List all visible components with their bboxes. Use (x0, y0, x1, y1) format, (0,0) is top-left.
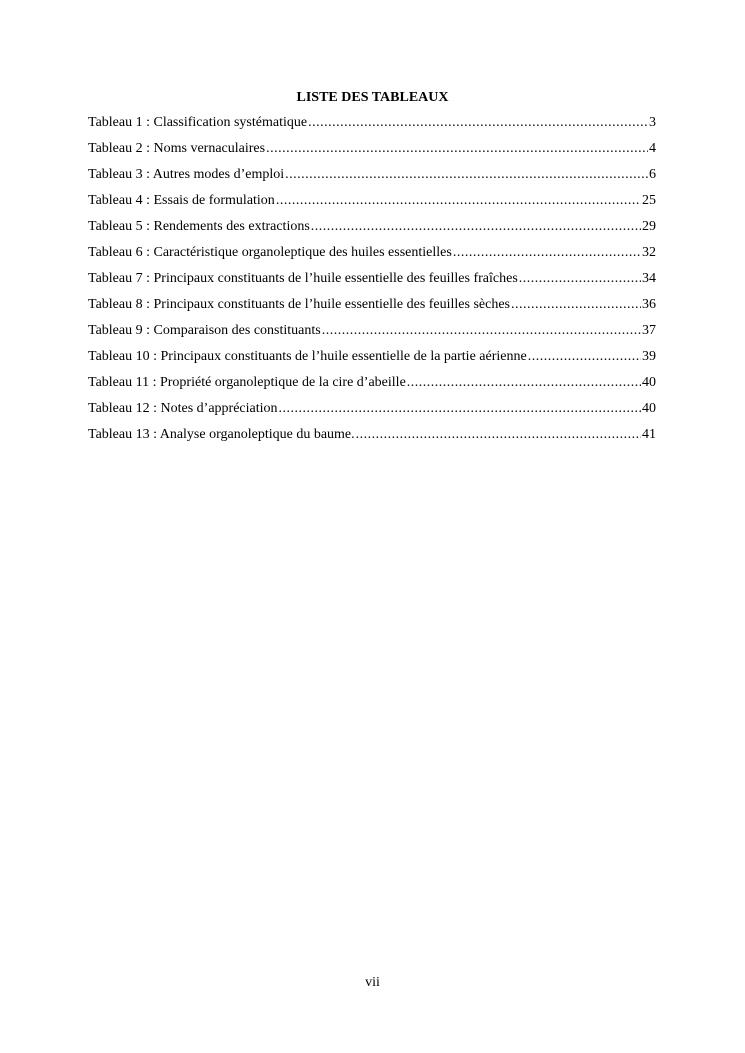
table-list-entry (88, 140, 656, 166)
dot-leader (311, 218, 641, 236)
dot-leader (519, 270, 641, 288)
dot-leader (322, 322, 641, 340)
entry-label: Tableau 12 : Notes d’appréciation (88, 401, 278, 416)
table-list-entry (88, 192, 656, 218)
entry-page-number: 6 (649, 167, 656, 182)
entry-page-number: 34 (642, 271, 656, 286)
table-list-entry (88, 296, 656, 322)
dot-leader (407, 374, 641, 392)
table-list-entry (88, 166, 656, 192)
table-list-entry (88, 270, 656, 296)
entry-label: Tableau 1 : Classification systématique (88, 115, 308, 130)
dot-leader (453, 244, 641, 262)
dot-leader (276, 192, 641, 210)
page-number-footer: vii (365, 975, 380, 990)
entry-page-number: 39 (642, 349, 656, 364)
table-list-entry (88, 374, 656, 400)
table-list-entry (88, 114, 656, 140)
page-title: LISTE DES TABLEAUX (296, 90, 449, 105)
dot-leader (356, 426, 641, 444)
entry-page-number: 3 (649, 115, 656, 130)
entry-label: Tableau 9 : Comparaison des constituants (88, 323, 321, 338)
entry-page-number: 41 (642, 427, 656, 442)
table-list (88, 114, 656, 452)
table-list-entry (88, 322, 656, 348)
entry-label: Tableau 6 : Caractéristique organoleptique des huiles essentielles (88, 245, 452, 260)
entry-label: Tableau 10 : Principaux constituants de l’huile essentielle de la partie aérienne (88, 349, 527, 364)
table-list-entry (88, 426, 656, 452)
entry-label: Tableau 8 : Principaux constituants de l’huile essentielle des feuilles sèches (88, 297, 511, 312)
entry-label: Tableau 4 : Essais de formulation (88, 193, 275, 208)
entry-page-number: 37 (642, 323, 656, 338)
dot-leader (528, 348, 641, 366)
table-list-entry (88, 400, 656, 426)
entry-page-number: 36 (642, 297, 656, 312)
entry-page-number: 25 (642, 193, 656, 208)
entry-label: Tableau 5 : Rendements des extractions (88, 219, 310, 234)
entry-label: Tableau 7 : Principaux constituants de l’huile essentielle des feuilles fraîches (88, 271, 518, 286)
entry-page-number: 29 (642, 219, 656, 234)
dot-leader (266, 140, 648, 158)
table-list-entry (88, 218, 656, 244)
dot-leader (511, 296, 641, 314)
entry-page-number: 32 (642, 245, 656, 260)
entry-page-number: 40 (642, 401, 656, 416)
entry-page-number: 4 (649, 141, 656, 156)
dot-leader (308, 114, 648, 132)
dot-leader (279, 400, 641, 418)
entry-label: Tableau 3 : Autres modes d’emploi (88, 167, 285, 182)
entry-page-number: 40 (642, 375, 656, 390)
table-list-entry (88, 348, 656, 374)
table-list-entry (88, 244, 656, 270)
entry-label: Tableau 11 : Propriété organoleptique de la cire d’abeille (88, 375, 406, 390)
entry-label: Tableau 2 : Noms vernaculaires (88, 141, 266, 156)
dot-leader (285, 166, 648, 184)
entry-label: Tableau 13 : Analyse organoleptique du baume. (88, 427, 355, 442)
